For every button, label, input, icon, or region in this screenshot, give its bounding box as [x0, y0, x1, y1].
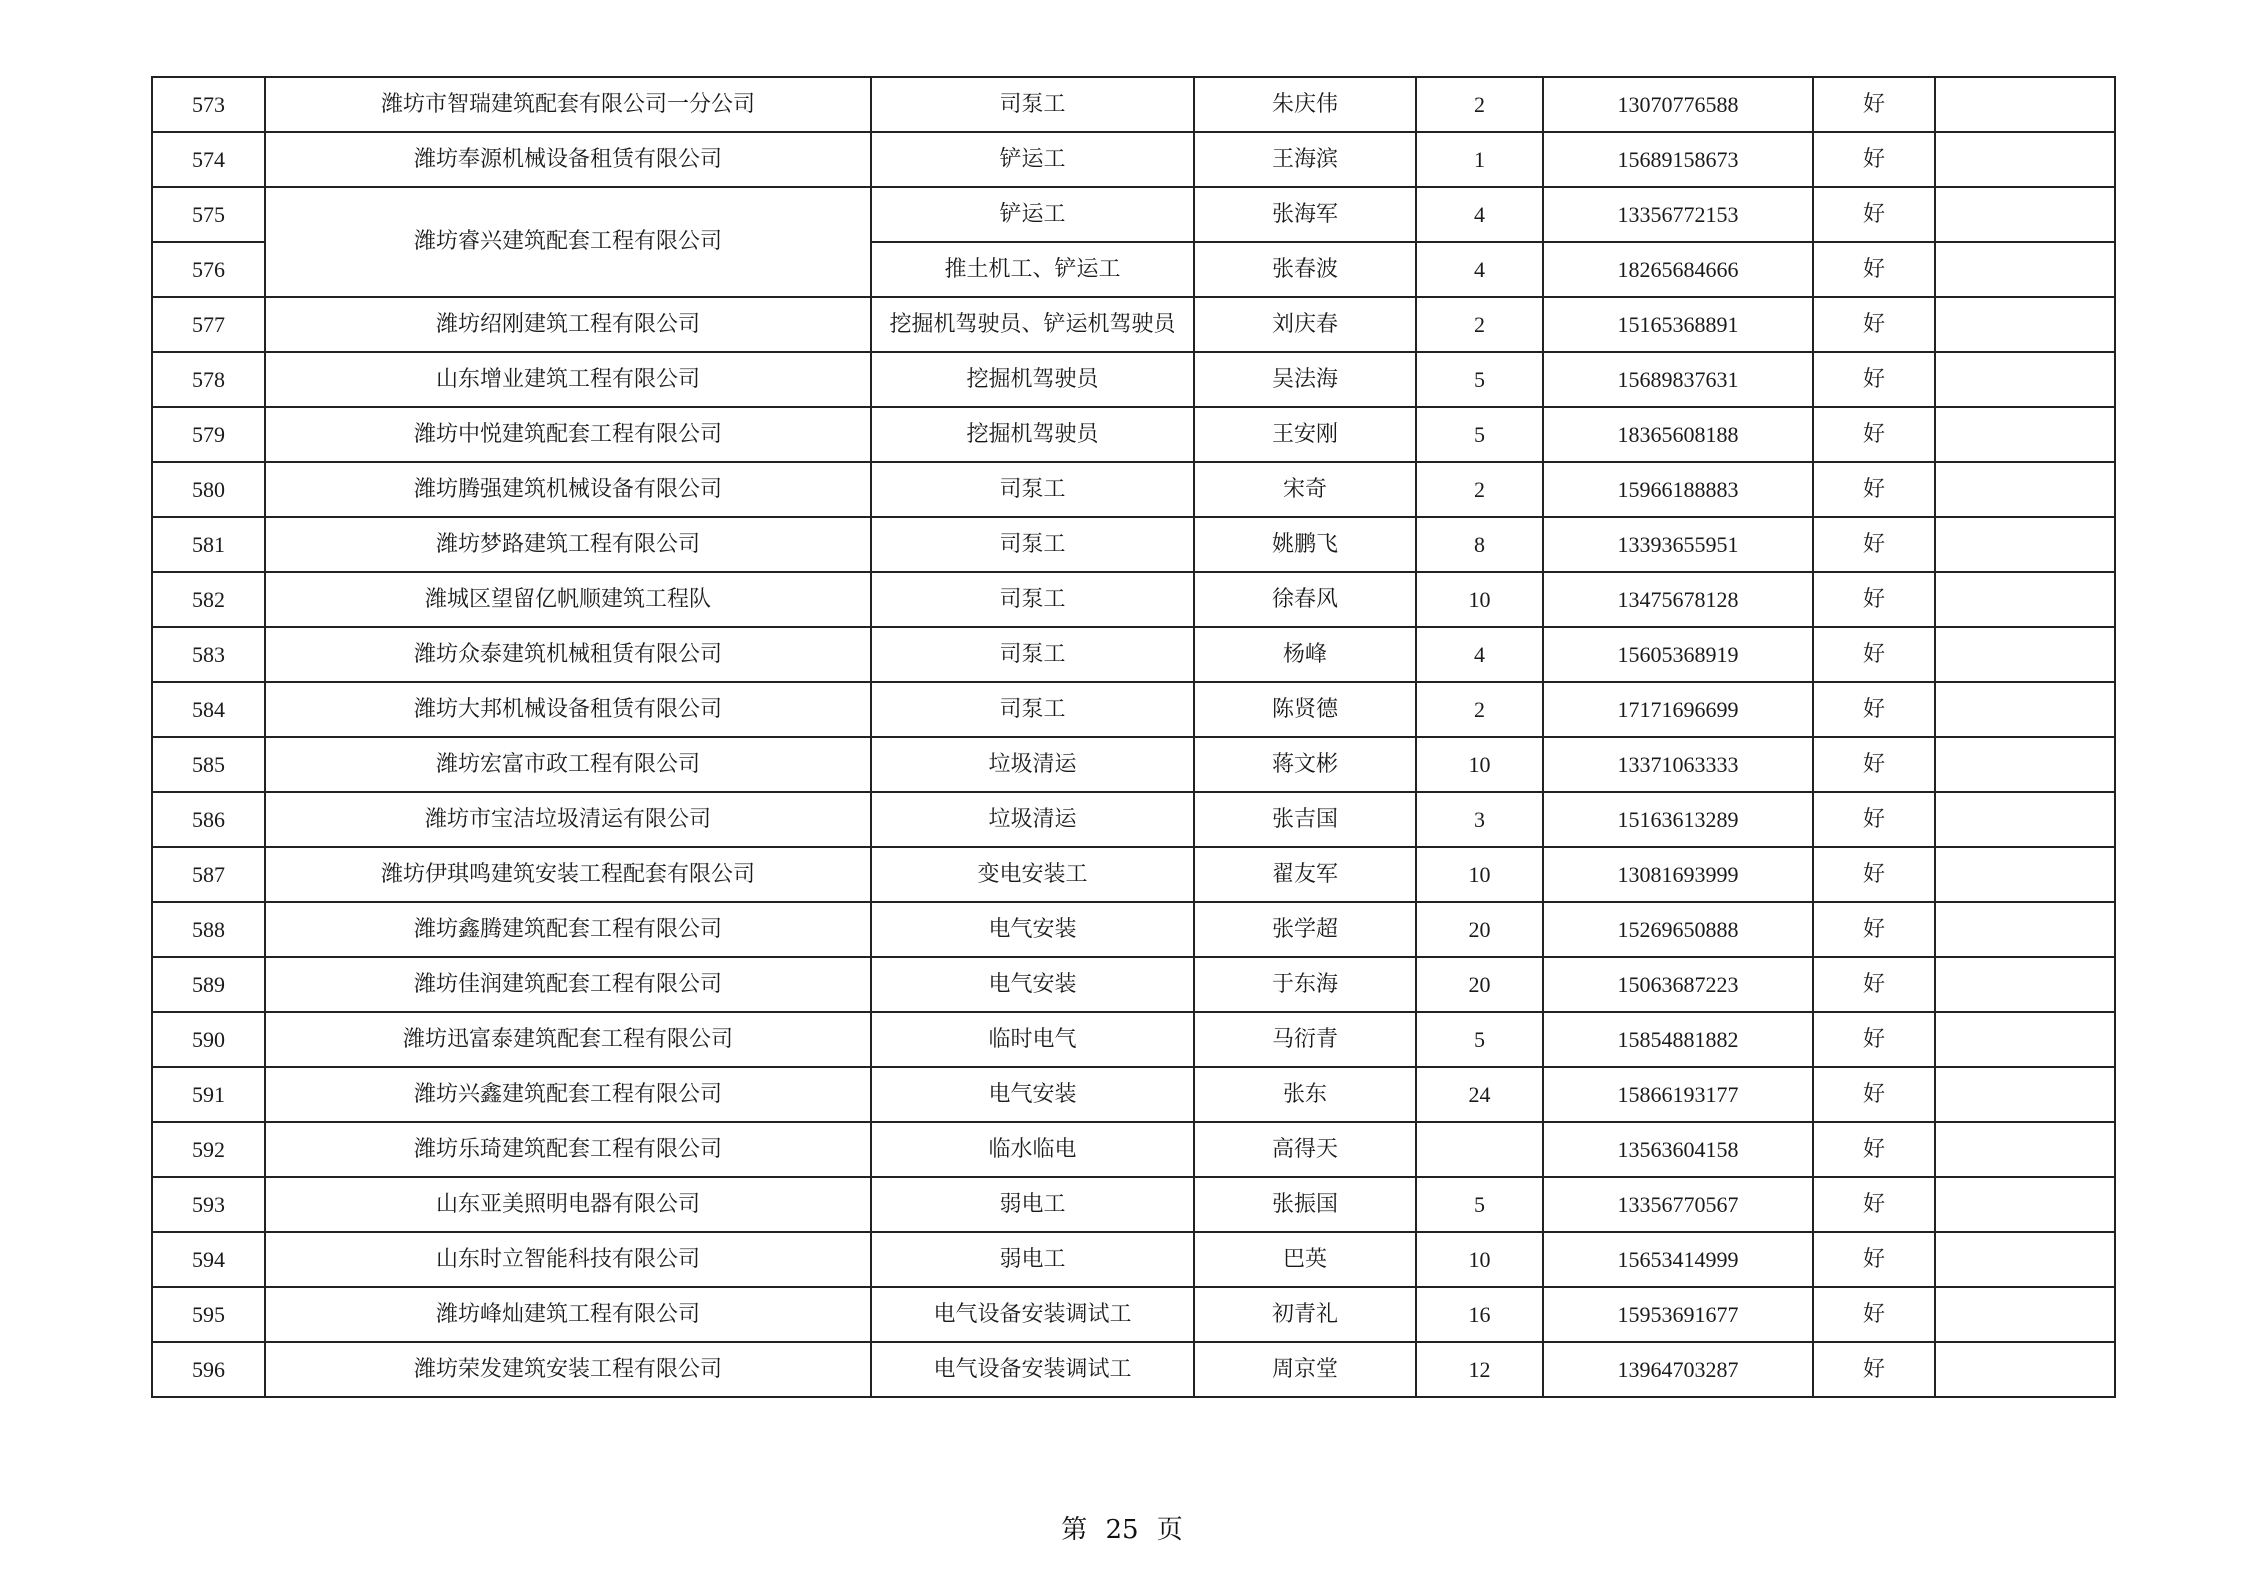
cell-rating: 好 — [1813, 242, 1935, 297]
cell-company: 潍坊佳润建筑配套工程有限公司 — [265, 957, 871, 1012]
cell-count: 10 — [1416, 847, 1543, 902]
cell-type: 弱电工 — [871, 1177, 1194, 1232]
cell-type: 电气安装 — [871, 902, 1194, 957]
cell-count: 5 — [1416, 352, 1543, 407]
cell-rating: 好 — [1813, 1287, 1935, 1342]
cell-note — [1935, 847, 2115, 902]
cell-number: 595 — [152, 1287, 265, 1342]
cell-company: 潍坊鑫腾建筑配套工程有限公司 — [265, 902, 871, 957]
cell-count: 4 — [1416, 242, 1543, 297]
cell-company: 潍坊众泰建筑机械租赁有限公司 — [265, 627, 871, 682]
table-row — [152, 627, 2115, 682]
cell-phone: 13356772153 — [1543, 187, 1813, 242]
cell-type: 电气安装 — [871, 957, 1194, 1012]
cell-company: 山东增业建筑工程有限公司 — [265, 352, 871, 407]
cell-note — [1935, 792, 2115, 847]
cell-note — [1935, 187, 2115, 242]
cell-note — [1935, 572, 2115, 627]
cell-company: 潍坊腾强建筑机械设备有限公司 — [265, 462, 871, 517]
cell-rating: 好 — [1813, 407, 1935, 462]
cell-company: 潍坊市智瑞建筑配套有限公司一分公司 — [265, 77, 871, 132]
cell-rating: 好 — [1813, 682, 1935, 737]
cell-company: 潍坊中悦建筑配套工程有限公司 — [265, 407, 871, 462]
cell-count: 12 — [1416, 1342, 1543, 1397]
cell-person: 蒋文彬 — [1194, 737, 1416, 792]
cell-note — [1935, 297, 2115, 352]
cell-rating: 好 — [1813, 627, 1935, 682]
cell-phone: 13081693999 — [1543, 847, 1813, 902]
cell-type: 挖掘机驾驶员 — [871, 407, 1194, 462]
cell-type: 司泵工 — [871, 517, 1194, 572]
cell-phone: 17171696699 — [1543, 682, 1813, 737]
cell-note — [1935, 462, 2115, 517]
table-row — [152, 352, 2115, 407]
cell-rating: 好 — [1813, 1177, 1935, 1232]
cell-company: 潍坊迅富泰建筑配套工程有限公司 — [265, 1012, 871, 1067]
cell-note — [1935, 1232, 2115, 1287]
cell-number: 576 — [152, 242, 265, 297]
table-row — [152, 77, 2115, 132]
table-row — [152, 297, 2115, 352]
cell-number: 591 — [152, 1067, 265, 1122]
cell-phone: 13563604158 — [1543, 1122, 1813, 1177]
cell-person: 王海滨 — [1194, 132, 1416, 187]
cell-phone: 15605368919 — [1543, 627, 1813, 682]
cell-number: 585 — [152, 737, 265, 792]
cell-number: 592 — [152, 1122, 265, 1177]
cell-person: 马衍青 — [1194, 1012, 1416, 1067]
cell-note — [1935, 1177, 2115, 1232]
table-row — [152, 572, 2115, 627]
cell-number: 593 — [152, 1177, 265, 1232]
cell-person: 刘庆春 — [1194, 297, 1416, 352]
table-row — [152, 1177, 2115, 1232]
table-row — [152, 957, 2115, 1012]
cell-person: 徐春风 — [1194, 572, 1416, 627]
cell-count: 8 — [1416, 517, 1543, 572]
cell-note — [1935, 1287, 2115, 1342]
cell-number: 584 — [152, 682, 265, 737]
cell-type: 挖掘机驾驶员 — [871, 352, 1194, 407]
cell-count: 4 — [1416, 187, 1543, 242]
cell-number: 575 — [152, 187, 265, 242]
cell-note — [1935, 77, 2115, 132]
cell-rating: 好 — [1813, 792, 1935, 847]
table-row — [152, 517, 2115, 572]
cell-number: 573 — [152, 77, 265, 132]
cell-type: 司泵工 — [871, 682, 1194, 737]
cell-number: 583 — [152, 627, 265, 682]
table-row — [152, 1122, 2115, 1177]
cell-count: 1 — [1416, 132, 1543, 187]
cell-phone: 15953691677 — [1543, 1287, 1813, 1342]
cell-phone: 15269650888 — [1543, 902, 1813, 957]
cell-company: 潍坊市宝洁垃圾清运有限公司 — [265, 792, 871, 847]
cell-rating: 好 — [1813, 462, 1935, 517]
table-row — [152, 1012, 2115, 1067]
cell-phone: 13356770567 — [1543, 1177, 1813, 1232]
cell-company-575-576: 潍坊睿兴建筑配套工程有限公司 — [265, 187, 871, 297]
cell-count: 2 — [1416, 682, 1543, 737]
cell-phone: 15689158673 — [1543, 132, 1813, 187]
cell-count: 20 — [1416, 902, 1543, 957]
cell-person: 姚鹏飞 — [1194, 517, 1416, 572]
table-row — [152, 462, 2115, 517]
cell-company: 潍坊大邦机械设备租赁有限公司 — [265, 682, 871, 737]
cell-company: 潍坊奉源机械设备租赁有限公司 — [265, 132, 871, 187]
cell-phone: 15689837631 — [1543, 352, 1813, 407]
cell-rating: 好 — [1813, 1342, 1935, 1397]
cell-phone: 15165368891 — [1543, 297, 1813, 352]
cell-phone: 15063687223 — [1543, 957, 1813, 1012]
cell-company: 潍城区望留亿帆顺建筑工程队 — [265, 572, 871, 627]
page-number: 第 25 页 — [1061, 1515, 1183, 1545]
cell-number: 589 — [152, 957, 265, 1012]
cell-phone: 15854881882 — [1543, 1012, 1813, 1067]
cell-person: 张吉国 — [1194, 792, 1416, 847]
cell-person: 周京堂 — [1194, 1342, 1416, 1397]
cell-company: 潍坊荣发建筑安装工程有限公司 — [265, 1342, 871, 1397]
cell-type: 临时电气 — [871, 1012, 1194, 1067]
cell-person: 张振国 — [1194, 1177, 1416, 1232]
cell-type: 弱电工 — [871, 1232, 1194, 1287]
table-row — [152, 737, 2115, 792]
cell-note — [1935, 737, 2115, 792]
cell-company: 山东时立智能科技有限公司 — [265, 1232, 871, 1287]
cell-note — [1935, 1342, 2115, 1397]
cell-note — [1935, 1067, 2115, 1122]
cell-person: 张学超 — [1194, 902, 1416, 957]
cell-type: 铲运工 — [871, 132, 1194, 187]
cell-type: 司泵工 — [871, 572, 1194, 627]
cell-person: 张海军 — [1194, 187, 1416, 242]
cell-phone: 18365608188 — [1543, 407, 1813, 462]
cell-type: 变电安装工 — [871, 847, 1194, 902]
table-row — [152, 847, 2115, 902]
cell-company: 潍坊宏富市政工程有限公司 — [265, 737, 871, 792]
cell-type: 铲运工 — [871, 187, 1194, 242]
cell-type: 司泵工 — [871, 627, 1194, 682]
cell-rating: 好 — [1813, 902, 1935, 957]
cell-number: 590 — [152, 1012, 265, 1067]
cell-count: 5 — [1416, 407, 1543, 462]
cell-type: 垃圾清运 — [871, 792, 1194, 847]
cell-count: 10 — [1416, 1232, 1543, 1287]
cell-phone: 13371063333 — [1543, 737, 1813, 792]
cell-person: 张东 — [1194, 1067, 1416, 1122]
cell-phone: 15653414999 — [1543, 1232, 1813, 1287]
cell-number: 577 — [152, 297, 265, 352]
cell-number: 588 — [152, 902, 265, 957]
cell-count: 2 — [1416, 77, 1543, 132]
cell-count: 20 — [1416, 957, 1543, 1012]
cell-note — [1935, 957, 2115, 1012]
cell-note — [1935, 407, 2115, 462]
cell-type: 电气设备安装调试工 — [871, 1287, 1194, 1342]
cell-person: 翟友军 — [1194, 847, 1416, 902]
cell-rating: 好 — [1813, 1067, 1935, 1122]
cell-rating: 好 — [1813, 517, 1935, 572]
table-row — [152, 187, 2115, 242]
table-row — [152, 407, 2115, 462]
cell-person: 宋奇 — [1194, 462, 1416, 517]
cell-note — [1935, 682, 2115, 737]
cell-person: 杨峰 — [1194, 627, 1416, 682]
cell-number: 574 — [152, 132, 265, 187]
cell-type: 临水临电 — [871, 1122, 1194, 1177]
cell-number: 581 — [152, 517, 265, 572]
cell-count: 3 — [1416, 792, 1543, 847]
cell-company: 潍坊乐琦建筑配套工程有限公司 — [265, 1122, 871, 1177]
cell-rating: 好 — [1813, 297, 1935, 352]
cell-phone: 13964703287 — [1543, 1342, 1813, 1397]
cell-number: 578 — [152, 352, 265, 407]
cell-type: 电气安装 — [871, 1067, 1194, 1122]
cell-number: 586 — [152, 792, 265, 847]
cell-person: 朱庆伟 — [1194, 77, 1416, 132]
table-row — [152, 902, 2115, 957]
cell-phone: 18265684666 — [1543, 242, 1813, 297]
table-body — [152, 77, 2115, 1397]
cell-note — [1935, 242, 2115, 297]
cell-person: 吴法海 — [1194, 352, 1416, 407]
cell-number: 596 — [152, 1342, 265, 1397]
cell-rating: 好 — [1813, 1122, 1935, 1177]
cell-number: 579 — [152, 407, 265, 462]
cell-person: 于东海 — [1194, 957, 1416, 1012]
cell-company: 潍坊梦路建筑工程有限公司 — [265, 517, 871, 572]
table-row — [152, 1287, 2115, 1342]
cell-person: 张春波 — [1194, 242, 1416, 297]
cell-rating: 好 — [1813, 572, 1935, 627]
cell-person: 初青礼 — [1194, 1287, 1416, 1342]
cell-phone: 13393655951 — [1543, 517, 1813, 572]
cell-note — [1935, 627, 2115, 682]
cell-note — [1935, 1122, 2115, 1177]
cell-type: 推土机工、铲运工 — [871, 242, 1194, 297]
cell-rating: 好 — [1813, 1232, 1935, 1287]
cell-count — [1416, 1122, 1543, 1177]
cell-count: 10 — [1416, 737, 1543, 792]
cell-type: 挖掘机驾驶员、铲运机驾驶员 — [871, 297, 1194, 352]
cell-person: 高得天 — [1194, 1122, 1416, 1177]
cell-phone: 15966188883 — [1543, 462, 1813, 517]
cell-company: 潍坊兴鑫建筑配套工程有限公司 — [265, 1067, 871, 1122]
contractor-table — [151, 76, 2116, 1398]
cell-count: 2 — [1416, 297, 1543, 352]
cell-note — [1935, 517, 2115, 572]
cell-company: 潍坊峰灿建筑工程有限公司 — [265, 1287, 871, 1342]
cell-note — [1935, 132, 2115, 187]
cell-rating: 好 — [1813, 187, 1935, 242]
cell-person: 陈贤德 — [1194, 682, 1416, 737]
cell-count: 5 — [1416, 1012, 1543, 1067]
cell-phone: 15866193177 — [1543, 1067, 1813, 1122]
cell-count: 2 — [1416, 462, 1543, 517]
cell-type: 司泵工 — [871, 77, 1194, 132]
cell-person: 巴英 — [1194, 1232, 1416, 1287]
cell-note — [1935, 902, 2115, 957]
cell-phone: 13475678128 — [1543, 572, 1813, 627]
cell-type: 电气设备安装调试工 — [871, 1342, 1194, 1397]
cell-rating: 好 — [1813, 132, 1935, 187]
cell-company: 潍坊伊琪鸣建筑安装工程配套有限公司 — [265, 847, 871, 902]
cell-phone: 13070776588 — [1543, 77, 1813, 132]
cell-number: 594 — [152, 1232, 265, 1287]
cell-number: 587 — [152, 847, 265, 902]
table-row — [152, 682, 2115, 737]
cell-company: 潍坊绍刚建筑工程有限公司 — [265, 297, 871, 352]
cell-rating: 好 — [1813, 957, 1935, 1012]
cell-number: 582 — [152, 572, 265, 627]
cell-person: 王安刚 — [1194, 407, 1416, 462]
table-row — [152, 792, 2115, 847]
cell-phone: 15163613289 — [1543, 792, 1813, 847]
cell-note — [1935, 352, 2115, 407]
cell-rating: 好 — [1813, 77, 1935, 132]
table-row — [152, 1067, 2115, 1122]
table-row — [152, 1342, 2115, 1397]
table-row — [152, 1232, 2115, 1287]
cell-number: 580 — [152, 462, 265, 517]
cell-rating: 好 — [1813, 352, 1935, 407]
cell-type: 垃圾清运 — [871, 737, 1194, 792]
cell-rating: 好 — [1813, 847, 1935, 902]
cell-count: 5 — [1416, 1177, 1543, 1232]
cell-count: 10 — [1416, 572, 1543, 627]
cell-count: 4 — [1416, 627, 1543, 682]
cell-company: 山东亚美照明电器有限公司 — [265, 1177, 871, 1232]
cell-count: 24 — [1416, 1067, 1543, 1122]
table-row — [152, 132, 2115, 187]
cell-count: 16 — [1416, 1287, 1543, 1342]
cell-rating: 好 — [1813, 1012, 1935, 1067]
cell-type: 司泵工 — [871, 462, 1194, 517]
cell-rating: 好 — [1813, 737, 1935, 792]
cell-note — [1935, 1012, 2115, 1067]
